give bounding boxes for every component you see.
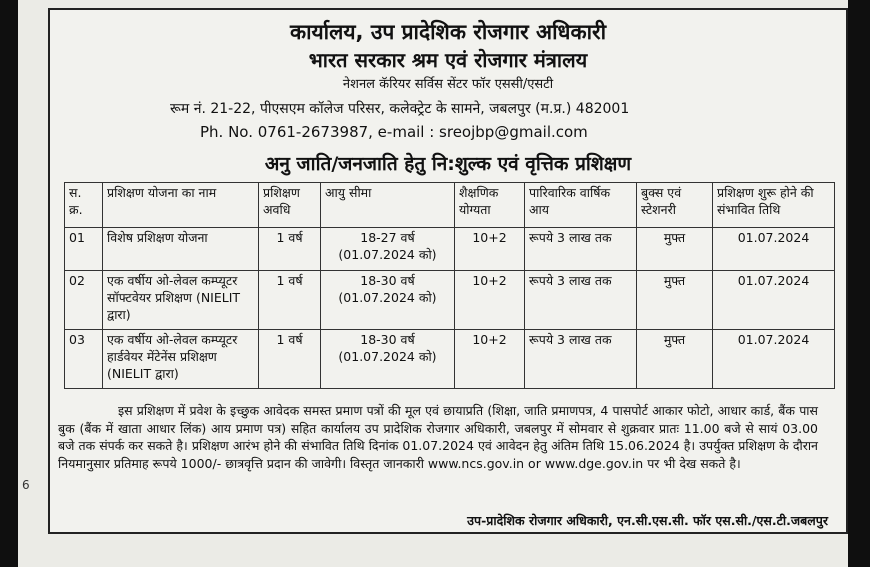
office-title: कार्यालय, उप प्रादेशिक रोजगार अधिकारी (289, 20, 607, 44)
cell-age: 18-30 वर्ष (01.07.2024 को) (321, 330, 455, 389)
cell-date: 01.07.2024 (713, 228, 835, 271)
table-row (65, 228, 835, 271)
col-header: प्रशिक्षण योजना का नाम (103, 183, 259, 228)
cell-age: 18-30 वर्ष (01.07.2024 को) (321, 271, 455, 330)
cell-sno: 03 (65, 330, 103, 389)
col-header: पारिवारिक वार्षिक आय (525, 183, 637, 228)
cell-duration: 1 वर्ष (259, 228, 321, 271)
notice-heading: अनु जाति/जनजाति हेतु नि:शुल्क एवं वृत्तिक प्रशिक्षण (264, 153, 632, 175)
cell-books: मुफ्त (637, 228, 713, 271)
cell-income: रूपये 3 लाख तक (525, 271, 637, 330)
table-row (65, 330, 835, 389)
training-table (64, 182, 835, 389)
table-row (65, 271, 835, 330)
cell-date: 01.07.2024 (713, 271, 835, 330)
col-header: शैक्षणिक योग्यता (455, 183, 525, 228)
cell-duration: 1 वर्ष (259, 271, 321, 330)
centre-name: नेशनल कॅरियर सर्विस सेंटर फॉर एससी/एसटी (342, 77, 554, 92)
cell-edu: 10+2 (455, 228, 525, 271)
cell-income: रूपये 3 लाख तक (525, 228, 637, 271)
cell-name: एक वर्षीय ओ-लेवल कम्प्यूटर हार्डवेयर मेंटेनेंस प्रशिक्षण (NIELIT द्वारा) (103, 330, 259, 389)
cell-name: एक वर्षीय ओ-लेवल कम्प्यूटर सॉफ्टवेयर प्रशिक्षण (NIELIT द्वारा) (103, 271, 259, 330)
col-header: प्रशिक्षण अवधि (259, 183, 321, 228)
cell-books: मुफ्त (637, 271, 713, 330)
signature-line: उप-प्रादेशिक रोजगार अधिकारी, एन.सी.एस.सी. फॉर एस.सी./एस.टी.जबलपुर (467, 513, 828, 528)
cell-books: मुफ्त (637, 330, 713, 389)
margin-mark: 6 (22, 478, 30, 492)
notice-paragraph: इस प्रशिक्षण में प्रवेश के इच्छुक आवेदक समस्त प्रमाण पत्रों की मूल एवं छायाप्रति (शिक्षा, जाति प्रमाणपत्र, 4 पासपोर्ट आकार फोटो, आधार कार्ड, बैंक पास बुक (बैंक में खाता आधार लिंक) आय प्रमाण पत्र) सहित कार्यालय उप प्रादेशिक रोजगार अधिकारी, जबलपुर में सोमवार से शुक्रवार प्रातः 11.00 बजे से सायं 03.00 बजे तक संपर्क कर सकते है। प्रशिक्षण आरंभ होने की संभावित तिथि दिनांक 01.07.2024 एवं आवेदन हेतु अंतिम तिथि 15.06.2024 है। उपर्युक्त प्रशिक्षण के दौरान नियमानुसार प्रतिमाह रूपये 1000/- छात्रवृत्ति प्रदान की जावेगी। विस्तृत जानकारी www.ncs.gov.in or www.dge.gov.in पर भी देख सकते है। (58, 403, 818, 471)
office-address: रूम नं. 21-22, पीएसएम कॉलेज परिसर, कलेक्ट्रेट के सामने, जबलपुर (म.प्र.) 482001 (170, 101, 630, 117)
col-header: प्रशिक्षण शुरू होने की संभावित तिथि (713, 183, 835, 228)
col-header: बुक्स एवं स्टेशनरी (637, 183, 713, 228)
cell-income: रूपये 3 लाख तक (525, 330, 637, 389)
cell-date: 01.07.2024 (713, 330, 835, 389)
col-header: आयु सीमा (321, 183, 455, 228)
contact-info: Ph. No. 0761-2673987, e-mail : sreojbp@gmail.com (200, 123, 588, 141)
cell-edu: 10+2 (455, 330, 525, 389)
cell-sno: 02 (65, 271, 103, 330)
cell-duration: 1 वर्ष (259, 330, 321, 389)
table-header-row (65, 183, 835, 228)
cell-sno: 01 (65, 228, 103, 271)
cell-name: विशेष प्रशिक्षण योजना (103, 228, 259, 271)
cell-age: 18-27 वर्ष (01.07.2024 को) (321, 228, 455, 271)
ministry-title: भारत सरकार श्रम एवं रोजगार मंत्रालय (308, 48, 588, 72)
col-header: स. क्र. (65, 183, 103, 228)
newspaper-clipping (18, 0, 848, 567)
cell-edu: 10+2 (455, 271, 525, 330)
